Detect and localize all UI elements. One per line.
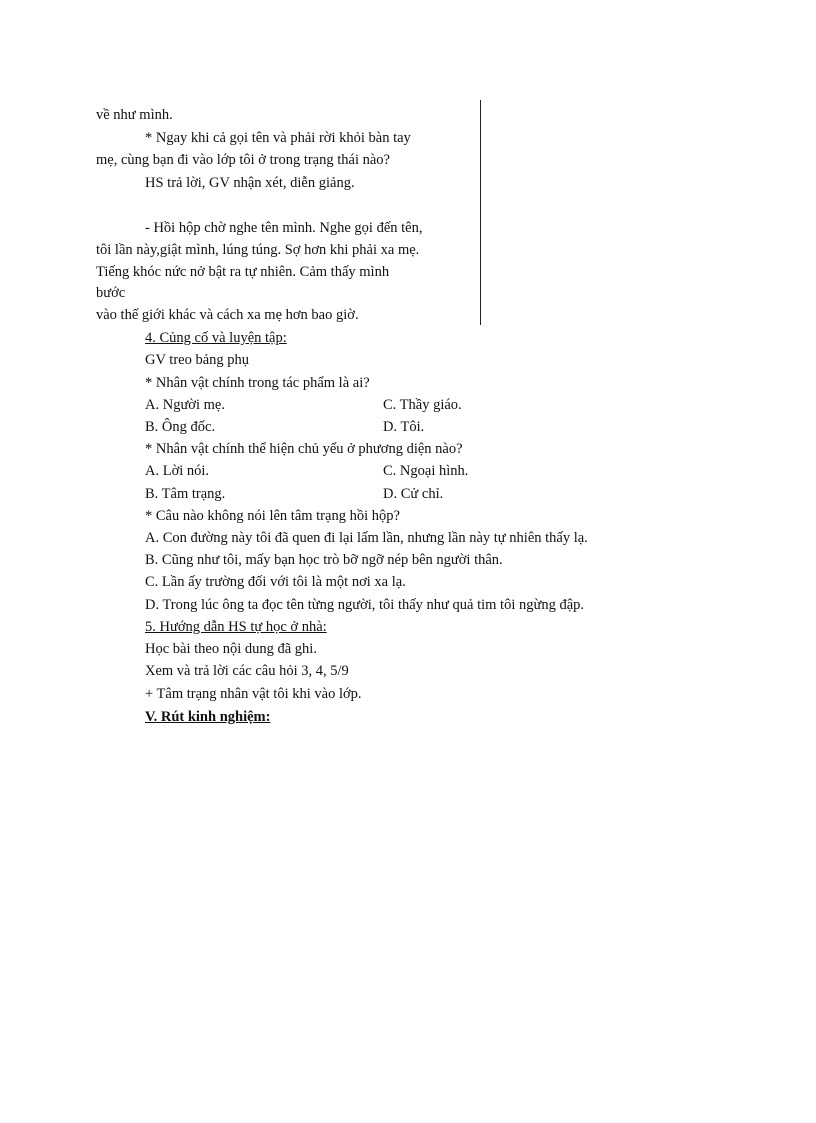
instruction-text: HS trả lời, GV nhận xét, diễn giảng. — [145, 175, 355, 191]
quiz-option: D. Tôi. — [383, 419, 425, 435]
quiz-option: C. Ngoại hình. — [383, 463, 469, 479]
quiz-question: * Câu nào không nói lên tâm trạng hồi hộp? — [145, 508, 400, 524]
section-heading: V. Rút kinh nghiệm: — [145, 709, 271, 725]
text-line: GV treo bảng phụ — [145, 352, 250, 368]
quiz-option: A. Lời nói. — [145, 463, 210, 479]
column-divider — [480, 100, 481, 325]
question-text: mẹ, cùng bạn đi vào lớp tôi ở trong trạng thái nào? — [96, 152, 390, 168]
section-heading: 5. Hướng dẫn HS tự học ở nhà: — [145, 619, 327, 635]
text-line: Xem và trả lời các câu hỏi 3, 4, 5/9 — [145, 663, 349, 679]
answer-text: vào thế giới khác và cách xa mẹ hơn bao giờ. — [96, 307, 359, 323]
quiz-option: B. Cũng như tôi, mấy bạn học trò bỡ ngỡ nép bên người thân. — [145, 552, 503, 568]
answer-text: - Hồi hộp chờ nghe tên mình. Nghe gọi đến tên, — [145, 220, 423, 236]
answer-text: bước — [96, 285, 126, 301]
quiz-option: C. Lần ấy trường đối với tôi là một nơi xa lạ. — [145, 574, 406, 590]
question-text: * Ngay khi cả gọi tên và phải rời khỏi bàn tay — [145, 130, 411, 146]
quiz-option: D. Trong lúc ông ta đọc tên từng người, tôi thấy như quả tim tôi ngừng đập. — [145, 597, 585, 613]
quiz-option: B. Ông đốc. — [145, 419, 216, 435]
quiz-option: A. Người mẹ. — [145, 397, 225, 413]
text-line: Học bài theo nội dung đã ghi. — [145, 641, 317, 657]
answer-text: tôi lần này,giật mình, lúng túng. Sợ hơn khi phải xa mẹ. — [96, 242, 420, 258]
section-heading: 4. Củng cố và luyện tập: — [145, 330, 287, 346]
text-line: + Tâm trạng nhân vật tôi khi vào lớp. — [145, 686, 362, 702]
quiz-option: A. Con đường này tôi đã quen đi lại lấm lần, nhưng lần này tự nhiên thấy lạ. — [145, 530, 588, 546]
quiz-option: B. Tâm trạng. — [145, 486, 226, 502]
quiz-question: * Nhân vật chính trong tác phẩm là ai? — [145, 375, 370, 391]
quiz-option: C. Thầy giáo. — [383, 397, 462, 413]
quiz-option: D. Cử chỉ. — [383, 486, 444, 502]
quiz-question: * Nhân vật chính thể hiện chủ yếu ở phương diện nào? — [145, 441, 463, 457]
text-line: về như mình. — [96, 107, 173, 123]
answer-text: Tiếng khóc nức nở bật ra tự nhiên. Cảm thấy mình — [96, 264, 390, 280]
